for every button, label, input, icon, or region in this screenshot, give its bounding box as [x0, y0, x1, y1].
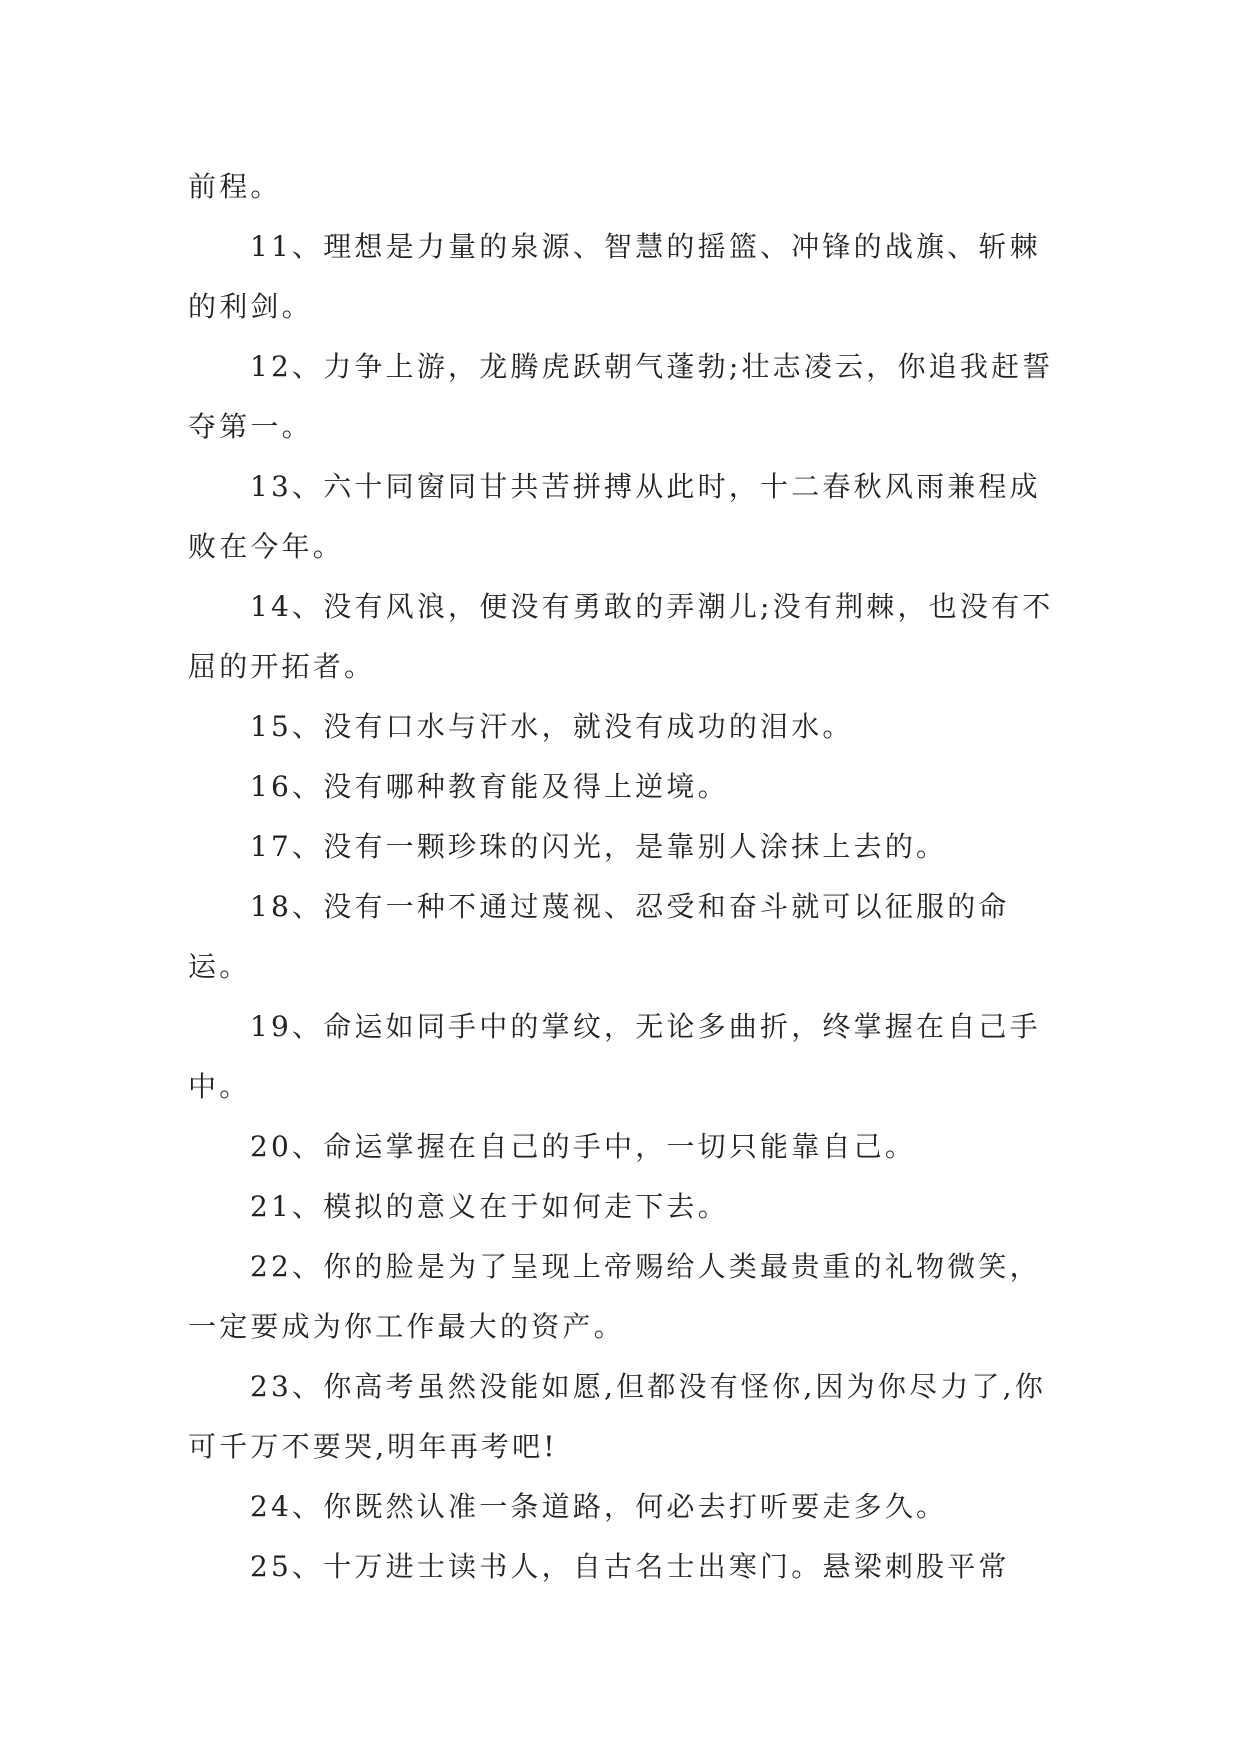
paragraph-14: 14、没有风浪，便没有勇敢的弄潮儿;没有荆棘，也没有不屈的开拓者。	[188, 590, 1054, 683]
paragraph-24: 24、你既然认准一条道路，何必去打听要走多久。	[250, 1490, 948, 1523]
paragraph-13: 13、六十同窗同甘共苦拼搏从此时，十二春秋风雨兼程成败在今年。	[188, 470, 1041, 563]
paragraph-21: 21、模拟的意义在于如何走下去。	[250, 1190, 729, 1223]
paragraph-18: 18、没有一种不通过蔑视、忍受和奋斗就可以征服的命运。	[188, 890, 1010, 983]
paragraph-25: 25、十万进士读书人，自古名士出寒门。悬梁刺股平常	[250, 1550, 1010, 1583]
paragraph-15: 15、没有口水与汗水，就没有成功的泪水。	[250, 710, 854, 743]
paragraph-12: 12、力争上游，龙腾虎跃朝气蓬勃;壮志凌云，你追我赶誓夺第一。	[188, 350, 1054, 443]
paragraph-continuation: 前程。	[188, 170, 282, 203]
paragraph-20: 20、命运掌握在自己的手中，一切只能靠自己。	[250, 1130, 917, 1163]
paragraph-22: 22、你的脸是为了呈现上帝赐给人类最贵重的礼物微笑，一定要成为你工作最大的资产。	[188, 1250, 1041, 1343]
paragraph-23: 23、你高考虽然没能如愿,但都没有怪你,因为你尽力了,你可千万不要哭,明年再考吧!	[188, 1370, 1046, 1463]
paragraph-19: 19、命运如同手中的掌纹，无论多曲折，终掌握在自己手中。	[188, 1010, 1041, 1103]
document-body	[188, 157, 1054, 1597]
paragraph-11: 11、理想是力量的泉源、智慧的摇篮、冲锋的战旗、斩棘的利剑。	[188, 230, 1041, 323]
paragraph-16: 16、没有哪种教育能及得上逆境。	[250, 770, 729, 803]
paragraph-17: 17、没有一颗珍珠的闪光，是靠别人涂抹上去的。	[250, 830, 948, 863]
